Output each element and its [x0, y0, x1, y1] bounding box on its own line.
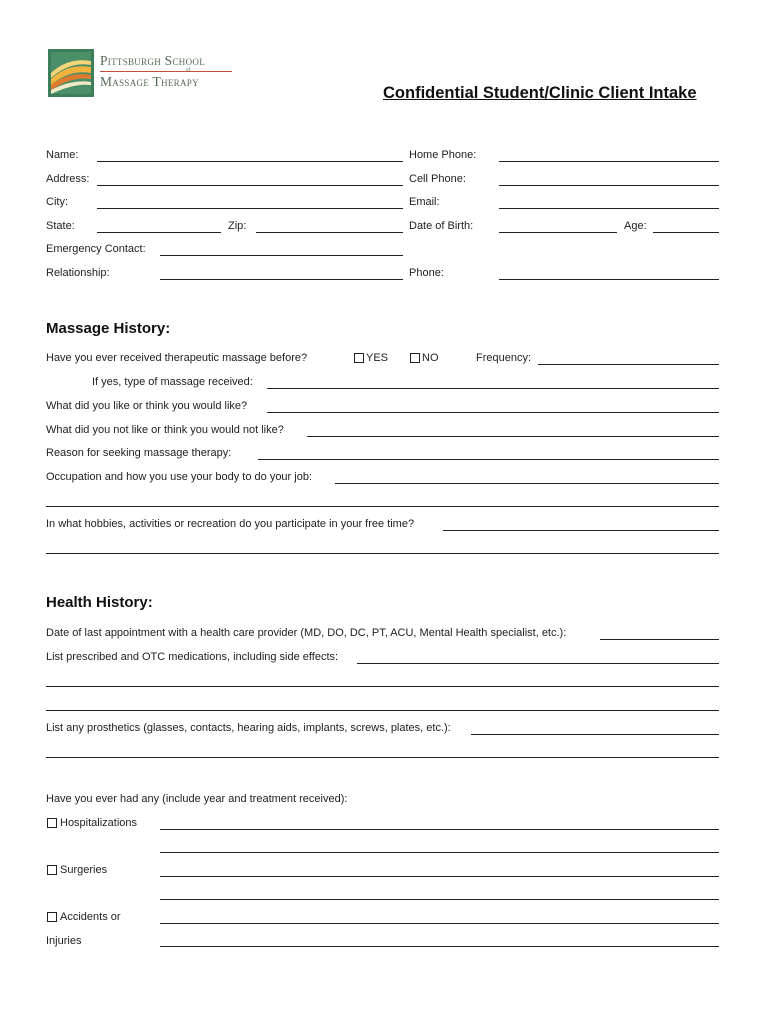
- surgeries-field-line-2[interactable]: [160, 899, 719, 900]
- accidents-field-line-2[interactable]: [160, 946, 719, 947]
- cell-phone-field[interactable]: [499, 185, 719, 186]
- brand-divider: [100, 71, 232, 72]
- relationship-field[interactable]: [160, 279, 403, 280]
- state-label: State:: [46, 220, 75, 232]
- email-label: Email:: [409, 196, 440, 208]
- massage-type-question: If yes, type of massage received:: [92, 376, 253, 388]
- age-label: Age:: [624, 220, 647, 232]
- occupation-field[interactable]: [335, 483, 719, 484]
- reason-field[interactable]: [258, 459, 719, 460]
- hospitalizations-checkbox[interactable]: [47, 818, 57, 828]
- medications-field[interactable]: [357, 663, 719, 664]
- not-like-field[interactable]: [307, 436, 719, 437]
- accidents-field[interactable]: [160, 923, 719, 924]
- reason-question: Reason for seeking massage therapy:: [46, 447, 232, 459]
- no-checkbox[interactable]: [410, 353, 420, 363]
- dob-label: Date of Birth:: [409, 220, 474, 232]
- brand-line-1: Pittsburgh School: [100, 53, 205, 68]
- cell-phone-label: Cell Phone:: [409, 173, 466, 185]
- state-field[interactable]: [97, 232, 221, 233]
- home-phone-field[interactable]: [499, 161, 719, 162]
- phone-field[interactable]: [499, 279, 719, 280]
- hobbies-field-line-2[interactable]: [46, 553, 719, 554]
- address-label: Address:: [46, 173, 90, 185]
- age-field[interactable]: [653, 232, 719, 233]
- last-appointment-field[interactable]: [600, 639, 719, 640]
- health-history-heading: Health History:: [46, 594, 153, 611]
- prosthetics-field-line-2[interactable]: [46, 757, 719, 758]
- zip-label: Zip:: [228, 220, 247, 232]
- surgeries-label: Surgeries: [60, 864, 108, 876]
- received-massage-question: Have you ever received therapeutic massage before?: [46, 352, 308, 364]
- name-label: Name:: [46, 149, 79, 161]
- address-field[interactable]: [97, 185, 403, 186]
- emergency-contact-field[interactable]: [160, 255, 403, 256]
- logo-emblem-icon: [48, 49, 94, 97]
- medications-field-line-3[interactable]: [46, 710, 719, 711]
- yes-checkbox[interactable]: [354, 353, 364, 363]
- surgeries-checkbox[interactable]: [47, 865, 57, 875]
- surgeries-field[interactable]: [160, 876, 719, 877]
- hobbies-field[interactable]: [443, 530, 719, 531]
- email-field[interactable]: [499, 208, 719, 209]
- had-any-question: Have you ever had any (include year and treatment received):: [46, 793, 348, 805]
- frequency-field[interactable]: [538, 364, 719, 365]
- emergency-contact-label: Emergency Contact:: [46, 243, 146, 255]
- accidents-checkbox[interactable]: [47, 912, 57, 922]
- like-question: What did you like or think you would like?: [46, 400, 248, 412]
- dob-field[interactable]: [499, 232, 617, 233]
- massage-history-heading: Massage History:: [46, 320, 171, 337]
- occupation-question: Occupation and how you use your body to do your job:: [46, 471, 313, 483]
- city-field[interactable]: [97, 208, 403, 209]
- form-title: Confidential Student/Clinic Client Intake: [383, 84, 697, 102]
- hobbies-question: In what hobbies, activities or recreation do you participate in your free time?: [46, 518, 415, 530]
- last-appointment-question: Date of last appointment with a health care provider (MD, DO, DC, PT, ACU, Mental Health specialist, etc.):: [46, 627, 567, 639]
- relationship-label: Relationship:: [46, 267, 110, 279]
- brand-of: of: [186, 68, 191, 73]
- like-field[interactable]: [267, 412, 719, 413]
- hospitalizations-label: Hospitalizations: [60, 817, 138, 829]
- not-like-question: What did you not like or think you would not like?: [46, 424, 284, 436]
- phone-label: Phone:: [409, 267, 444, 279]
- medications-field-line-2[interactable]: [46, 686, 719, 687]
- hospitalizations-field-line-2[interactable]: [160, 852, 719, 853]
- home-phone-label: Home Phone:: [409, 149, 477, 161]
- accidents-label: Accidents or: [60, 911, 121, 923]
- massage-type-field[interactable]: [267, 388, 719, 389]
- prosthetics-field[interactable]: [471, 734, 719, 735]
- yes-label: YES: [366, 352, 389, 364]
- hospitalizations-field[interactable]: [160, 829, 719, 830]
- city-label: City:: [46, 196, 68, 208]
- name-field[interactable]: [97, 161, 403, 162]
- frequency-label: Frequency:: [476, 352, 532, 364]
- zip-field[interactable]: [256, 232, 403, 233]
- injuries-label: Injuries: [46, 935, 82, 947]
- brand-line-2: Massage Therapy: [100, 74, 199, 89]
- occupation-field-line-2[interactable]: [46, 506, 719, 507]
- prosthetics-question: List any prosthetics (glasses, contacts, hearing aids, implants, screws, plates, etc.):: [46, 722, 451, 734]
- no-label: NO: [422, 352, 439, 364]
- medications-question: List prescribed and OTC medications, including side effects:: [46, 651, 339, 663]
